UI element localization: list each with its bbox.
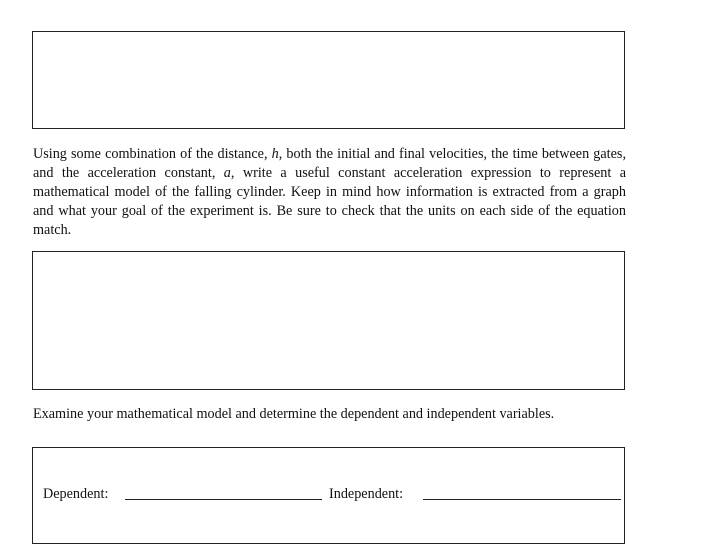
independent-answer-blank[interactable] (423, 499, 621, 500)
variable-h: h (271, 146, 279, 162)
instruction-text-part-2: , both the initial and final velocities, the time between gates, and the acceleration constant, (33, 146, 626, 181)
answer-box-2[interactable] (32, 251, 625, 390)
independent-label: Independent: (329, 486, 404, 502)
dependent-answer-blank[interactable] (125, 499, 322, 500)
instruction-paragraph-variables: Examine your mathematical model and determine the dependent and independent variables. (33, 406, 555, 422)
instruction-text-part-1: Using some combination of the distance, (33, 146, 272, 162)
variable-a: a (223, 165, 231, 181)
answer-box-1[interactable] (32, 31, 625, 129)
instruction-paragraph-model (33, 145, 626, 240)
instruction-text-part-3: , write a useful constant acceleration expression to represent a mathematical model of the falling cylinder. Keep in mind how information is extracted from a graph and what your goal of the experiment is. Be sure to check that the units on each side of the equation match. (33, 165, 627, 238)
dependent-label: Dependent: (43, 486, 109, 502)
